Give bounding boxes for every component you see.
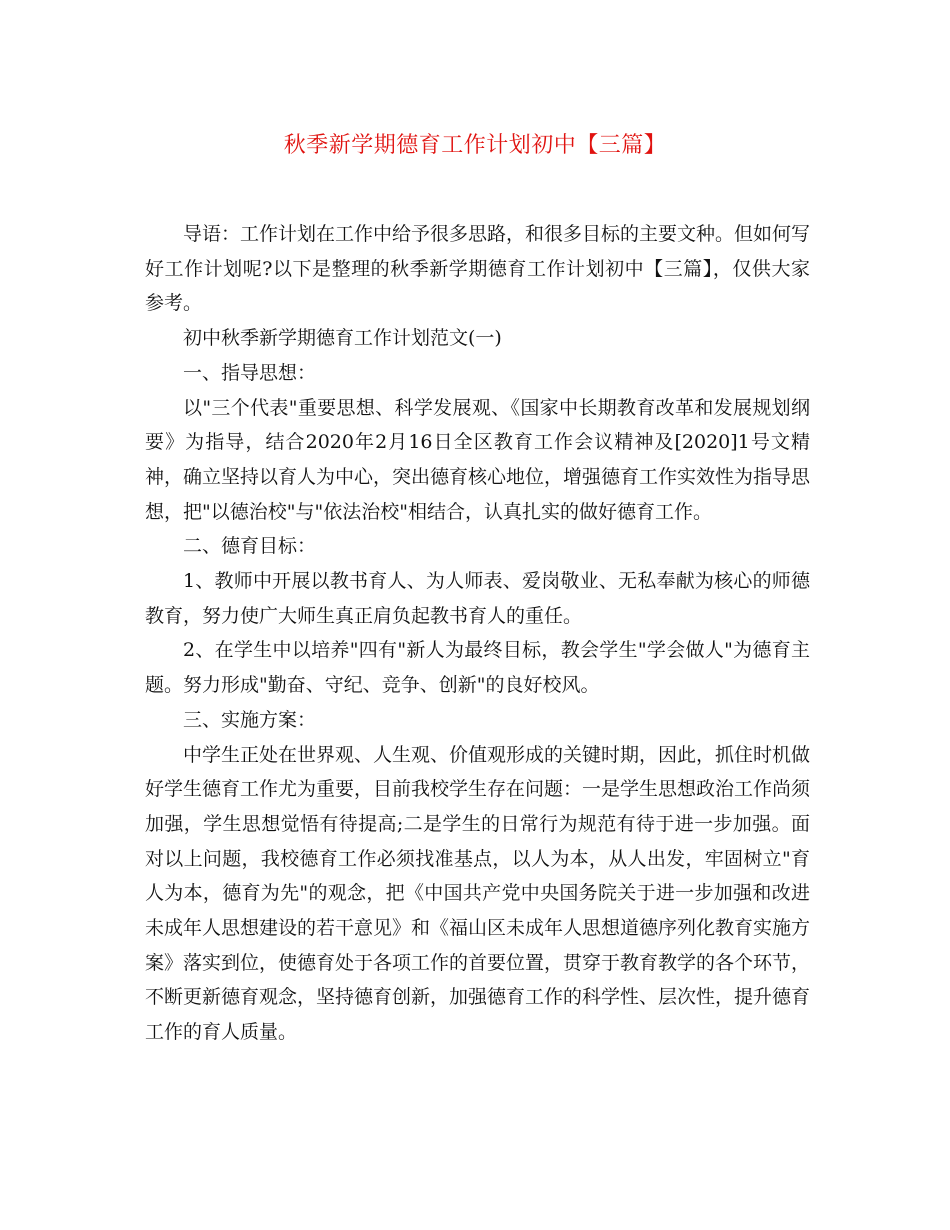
section-title: 初中秋季新学期德育工作计划范文(一) [183, 327, 502, 350]
implementation-paragraph: 中学生正处在世界观、人生观、价值观形成的关键时期，因此，抓住时机做好学生德育工作尤为重要，目前我校学生存在问题：一是学生思想政治工作尚须加强，学生思想觉悟有待提高;二是学生的日常行为规范有待于进一步加强。面对以上问题，我校德育工作必须找准基点，以人为本，从人出发，牢固树立"育人为本，德育为先"的观念，把《中国共产党中央国务院关于进一步加强和改进未成年人思想建设的若干意见》和《福山区未成年人思想道德序列化教育实施方案》落实到位，使德育处于各项工作的首要位置，贯穿于教育教学的各个环节，不断更新德育观念，坚持德育创新，加强德育工作的科学性、层次性，提升德育工作的育人质量。 [145, 743, 811, 1044]
heading-guiding-thought: 一、指导思想： [183, 361, 317, 384]
document-body [145, 217, 810, 1050]
guiding-thought-paragraph: 以"三个代表"重要思想、科学发展观、《国家中长期教育改革和发展规划纲要》为指导，结合2020年2月16日全区教育工作会议精神及[2020]1号文精神，确立坚持以育人为中心，突出德育核心地位，增强德育工作实效性为指导思想，把"以德治校"与"依法治校"相结合，认真扎实的做好德育工作。 [145, 396, 811, 523]
heading-moral-goals: 二、德育目标： [183, 535, 317, 558]
intro-paragraph: 导语：工作计划在工作中给予很多思路，和很多目标的主要文种。但如何写好工作计划呢?以下是整理的秋季新学期德育工作计划初中【三篇】，仅供大家参考。 [145, 223, 811, 315]
document-title: 秋季新学期德育工作计划初中【三篇】 [283, 133, 667, 158]
moral-goal-item-2: 2、在学生中以培养"四有"新人为最终目标，教会学生"学会做人"为德育主题。努力形成"勤奋、守纪、竞争、创新"的良好校风。 [145, 639, 810, 697]
heading-implementation: 三、实施方案： [183, 708, 317, 731]
moral-goal-item-1: 1、教师中开展以教书育人、为人师表、爱岗敬业、无私奉献为核心的师德教育，努力使广大师生真正肩负起教书育人的重任。 [145, 570, 810, 627]
